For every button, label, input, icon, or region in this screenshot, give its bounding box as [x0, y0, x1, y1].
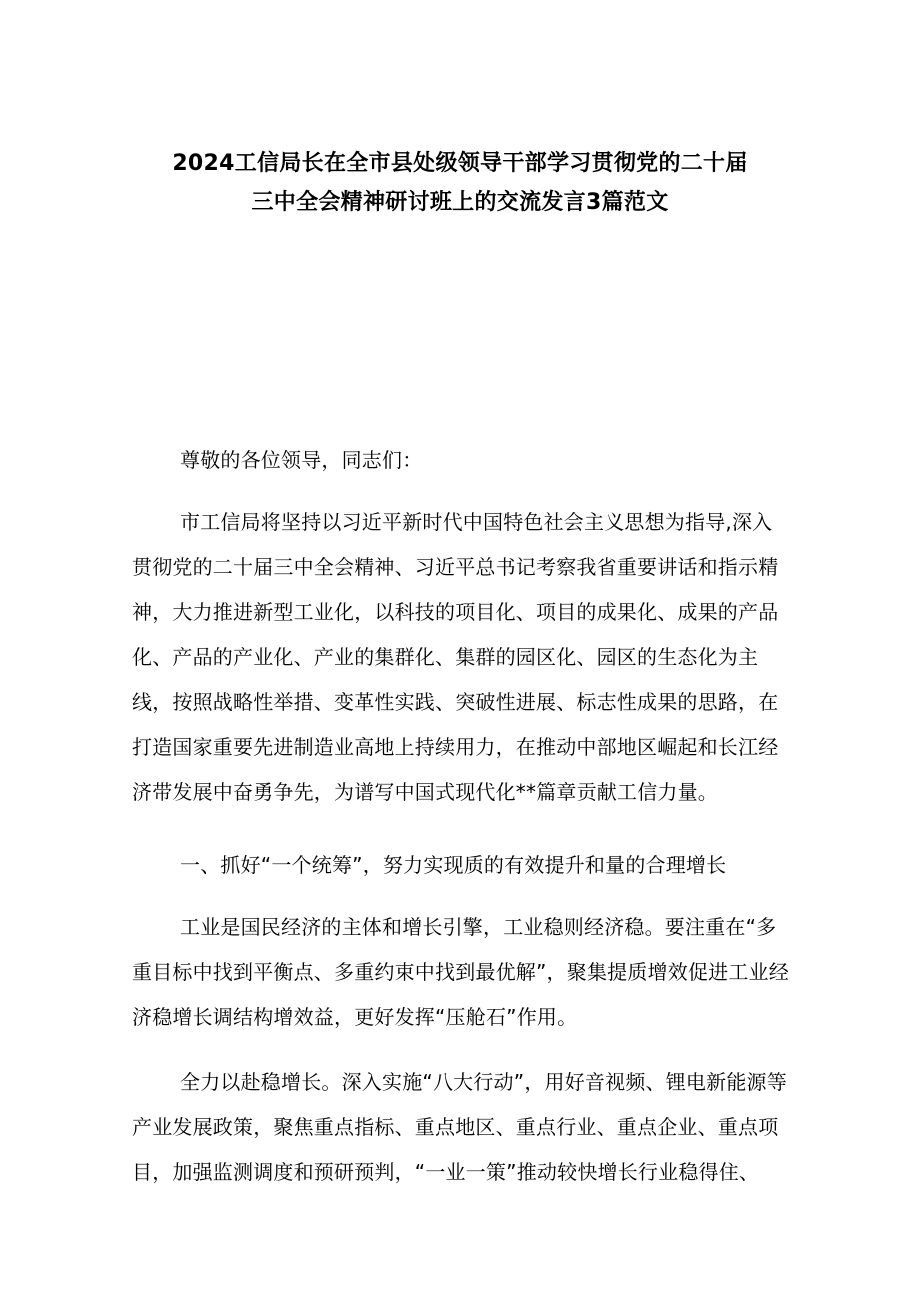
section-heading-1 — [132, 843, 792, 888]
salutation — [132, 438, 792, 483]
paragraph-growth — [132, 1060, 792, 1195]
paragraph-intro-text: 市工信局将坚持以习近平新时代中国特色社会主义思想为指导,深入贯彻党的二十届三中全会精神、习近平总书记考察我省重要讲话和指示精神，大力推进新型工业化，以科技的项目化、项目的成果化、成果的产品化、产品的产业化、产业的集群化、集群的园区化、园区的生态化为主线，按照战略性举措、变革性实践、突破性进展、标志性成果的思路，在打造国家重要先进制造业高地上持续用力，在推动中部地区崛起和长江经济带发展中奋勇争先，为谱写中国式现代化**篇章贡献工信力量。 — [132, 510, 779, 804]
section-heading-1-text: 一、抓好“一个统筹”，努力实现质的有效提升和量的合理增长 — [180, 853, 727, 877]
paragraph-growth-text: 全力以赴稳增长。深入实施“八大行动”，用好音视频、锂电新能源等产业发展政策，聚焦重点指标、重点地区、重点行业、重点企业、重点项目，加强监测调度和预研预判，“一业一策”推动较快增长行业稳得住、 — [132, 1070, 787, 1184]
document-title-line-1: 2024工信局长在全市县处级领导干部学习贯彻党的二十届 — [172, 151, 748, 176]
paragraph-intro — [132, 500, 792, 815]
salutation-text: 尊敬的各位领导，同志们： — [180, 448, 423, 472]
paragraph-industry — [132, 905, 792, 1040]
paragraph-industry-text: 工业是国民经济的主体和增长引擎，工业稳则经济稳。要注重在“多重目标中找到平衡点、多重约束中找到最优解”，聚集提质增效促进工业经济稳增长调结构增效益，更好发挥“压舱石”作用。 — [132, 915, 789, 1029]
document-title-line-2: 三中全会精神研讨班上的交流发言3篇范文 — [251, 190, 669, 215]
